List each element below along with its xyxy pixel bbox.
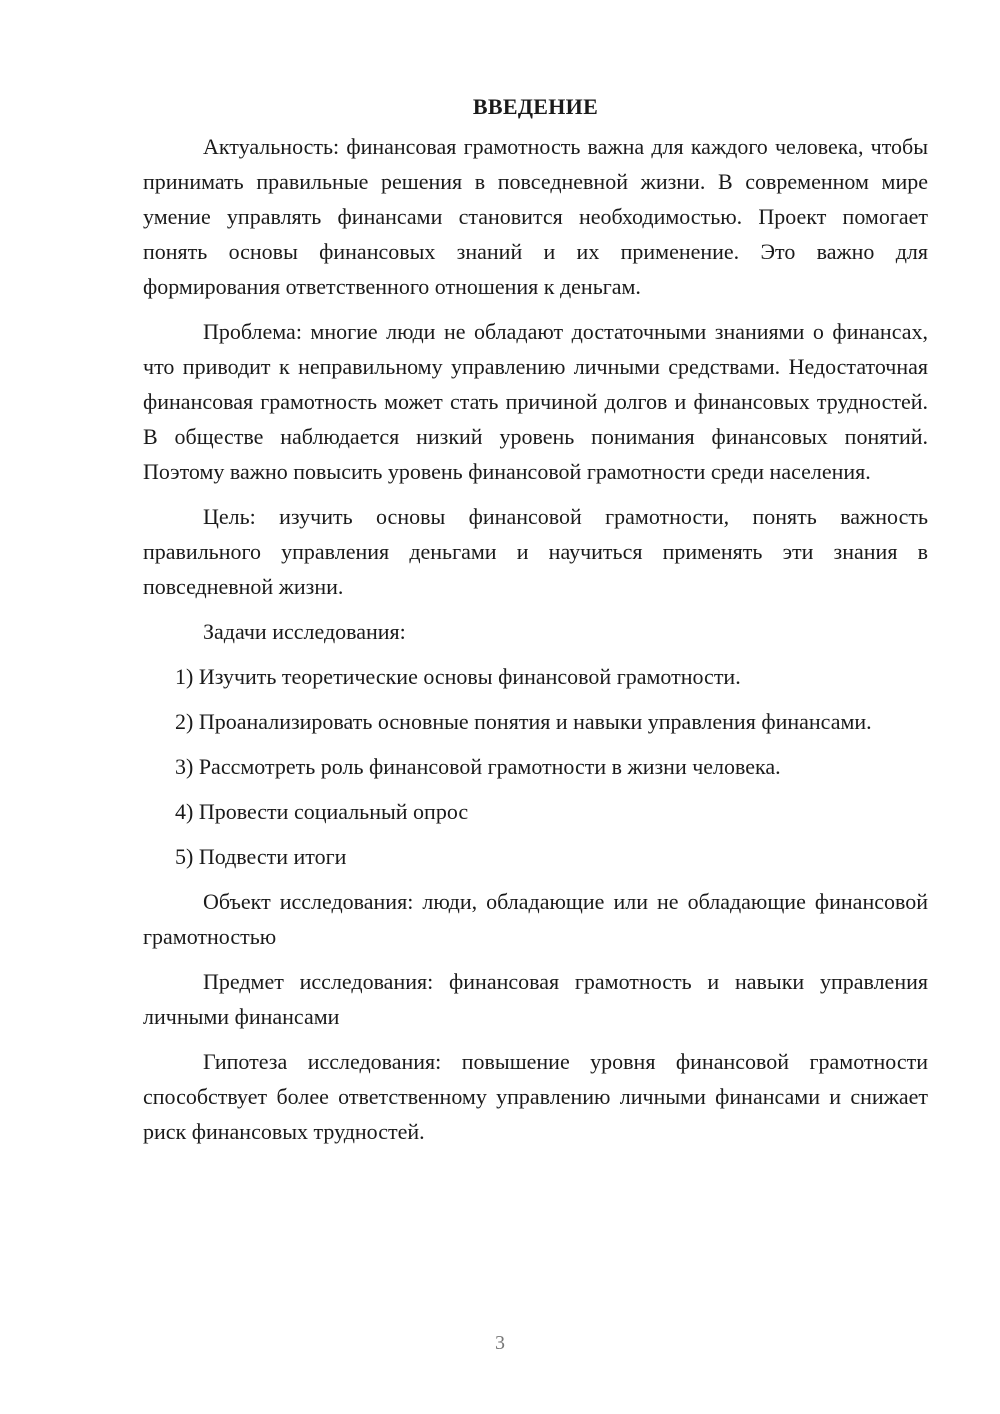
task-item-3: 3) Рассмотреть роль финансовой грамотности в жизни человека. — [175, 754, 781, 779]
object-paragraph: Объект исследования: люди, обладающие или не обладающие финансовой грамотностью — [143, 889, 928, 949]
subject-paragraph: Предмет исследования: финансовая грамотность и навыки управления личными финансами — [143, 969, 928, 1029]
task-item-4: 4) Провести социальный опрос — [175, 799, 469, 824]
goal-paragraph: Цель: изучить основы финансовой грамотности, понять важность правильного управления деньгами и научиться применять эти знания в повседневной жизни. — [143, 504, 928, 599]
page-number: 3 — [495, 1332, 505, 1354]
tasks-list — [143, 659, 928, 874]
tasks-heading: Задачи исследования: — [203, 619, 406, 644]
document-page — [143, 92, 928, 1382]
hypothesis-paragraph: Гипотеза исследования: повышение уровня финансовой грамотности способствует более ответственному управлению личными финансами и снижает риск финансовых трудностей. — [143, 1049, 928, 1144]
task-item-2: 2) Проанализировать основные понятия и навыки управления финансами. — [175, 709, 872, 734]
section-title: ВВЕДЕНИЕ — [472, 94, 599, 119]
relevance-paragraph: Актуальность: финансовая грамотность важна для каждого человека, чтобы принимать правильные решения в повседневной жизни. В современном мире умение управлять финансами становится необходимостью. Проект помогает понять основы финансовых знаний и их применение. Это важно для формирования ответственного отношения к деньгам. — [143, 134, 928, 299]
problem-paragraph: Проблема: многие люди не обладают достаточными знаниями о финансах, что приводит к неправильному управлению личными средствами. Недостаточная финансовая грамотность может стать причиной долгов и финансовых трудностей. В обществе наблюдается низкий уровень понимания финансовых понятий. Поэтому важно повысить уровень финансовой грамотности среди населения. — [143, 319, 928, 484]
task-item-1: 1) Изучить теоретические основы финансовой грамотности. — [175, 664, 741, 689]
task-item-5: 5) Подвести итоги — [175, 844, 347, 869]
